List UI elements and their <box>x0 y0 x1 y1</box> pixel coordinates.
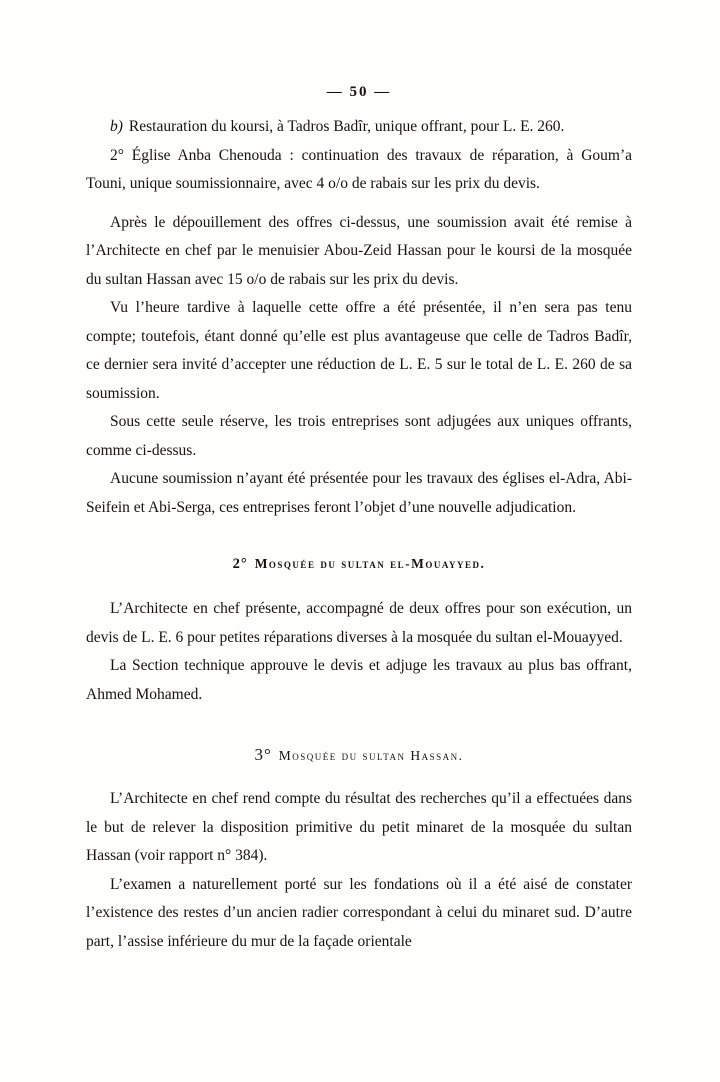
section-heading-mosquee-hassan <box>86 745 632 765</box>
paragraph-section-technique: La Section technique approuve le devis et adjuge les travaux au plus bas offrant, Ahmed Mohamed. <box>86 657 632 703</box>
section-heading-marker: 2° <box>232 556 248 572</box>
paragraph-aucune-soumission: Aucune soumission n’ayant été présentée pour les travaux des églises el-Adra, Abi-Seifein et Abi-Serga, ces entreprises feront l’objet d’une nouvelle adjudication. <box>86 470 632 516</box>
list-item-text: Restauration du koursi, à Tadros Badîr, unique offrant, pour L. E. 260. <box>128 118 565 135</box>
paragraph-seule-reserve: Sous cette seule réserve, les trois entreprises sont adjugées aux uniques offrants, comme ci-dessus. <box>86 413 632 459</box>
section-heading-title: Mosquée du sultan Hassan. <box>278 748 464 763</box>
paragraph-eglise-anba-chenouda: 2° Église Anba Chenouda : continuation des travaux de réparation, à Goum’a Touni, unique soumissionnaire, avec 4 o/o de rabais sur les prix du devis. <box>86 146 632 192</box>
list-item-marker: b) <box>110 118 123 135</box>
paragraph-devis-el-mouayyed: L’Architecte en chef présente, accompagné de deux offres pour son exécution, un devis de L. E. 6 pour petites réparations diverses à la mosquée du sultan el-Mouayyed. <box>86 600 632 646</box>
paragraph-examen-fondations: L’examen a naturellement porté sur les fondations où il a été aisé de constater l’existence des restes d’un ancien radier correspondant à celui du minaret sud. D’autre part, l’assise inférieure du mur de la façade orientale <box>86 875 632 950</box>
section-heading-mosquee-el-mouayyed <box>86 556 632 573</box>
page-number: — 50 — <box>326 84 392 100</box>
list-item-b <box>86 113 632 142</box>
section-heading-title: Mosquée du sultan el-Mouayyed. <box>254 556 486 571</box>
paragraph-depouillement-offres: Après le dépouillement des offres ci-dessus, une soumission avait été remise à l’Architecte en chef par le menuisier Abou-Zeid Hassan pour le koursi de la mosquée du sultan Hassan avec 15 o/o de rabais sur les prix du devis. <box>86 213 632 288</box>
paragraph-recherches-minaret: L’Architecte en chef rend compte du résultat des recherches qu’il a effectuées dans le but de relever la disposition primitive du petit minaret de la mosquée du sultan Hassan (voir rapport n° 384). <box>86 790 632 864</box>
section-heading-marker: 3° <box>254 745 272 764</box>
paragraph-heure-tardive: Vu l’heure tardive à laquelle cette offre a été présentée, il n’en sera pas tenu compte; toutefois, étant donné qu’elle est plus avantageuse que celle de Tadros Badîr, ce dernier sera invité d’accepter une réduction de L. E. 5 sur le total de L. E. 260 de sa soumission. <box>86 299 632 402</box>
